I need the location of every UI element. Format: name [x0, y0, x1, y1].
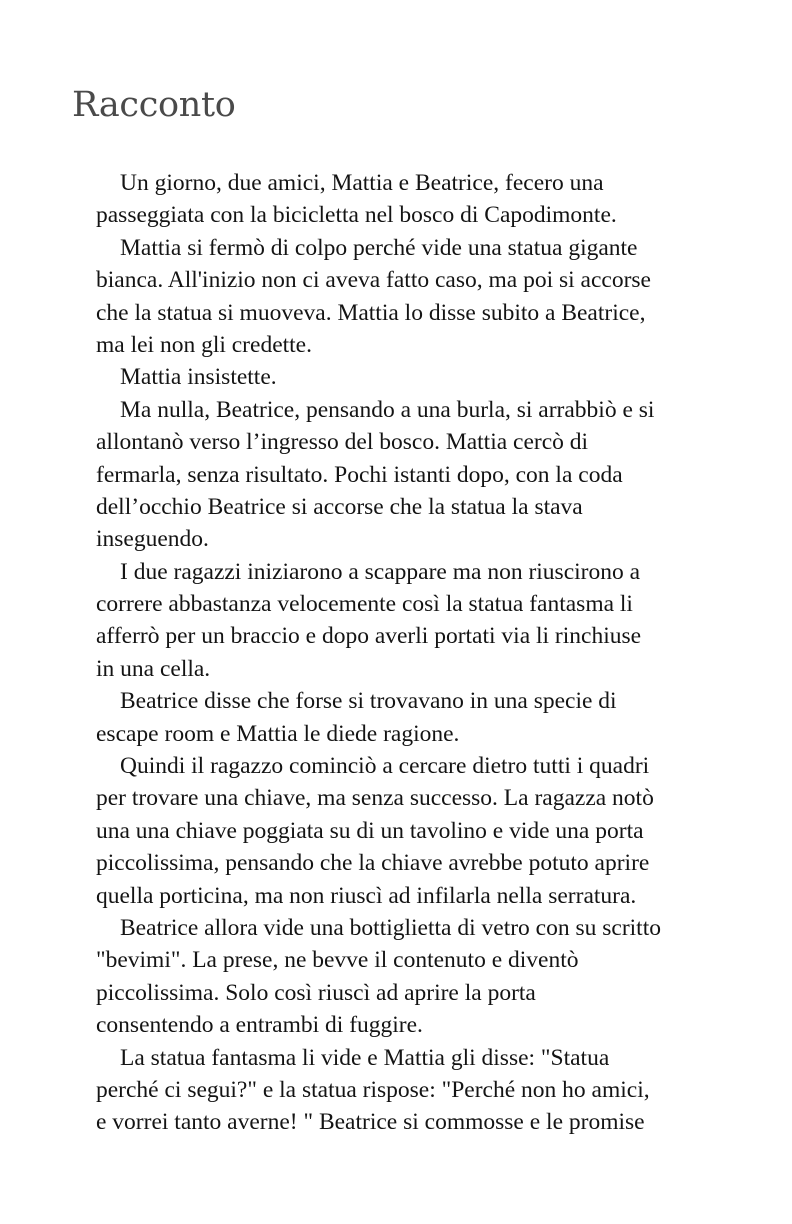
story-body — [72, 167, 724, 1139]
text-line: piccolissima, pensando che la chiave avrebbe potuto aprire — [96, 850, 650, 877]
text-line: correre abbastanza velocemente così la statua fantasma li — [96, 591, 633, 618]
text-line: dell’occhio Beatrice si accorse che la statua la stava — [96, 493, 583, 520]
text-line: fermarla, senza risultato. Pochi istanti dopo, con la coda — [96, 461, 623, 488]
text-line: passeggiata con la bicicletta nel bosco di Capodimonte. — [96, 202, 617, 229]
text-line: "bevimi". La prese, ne bevve il contenuto e diventò — [96, 947, 579, 974]
text-line: in una cella. — [96, 655, 211, 682]
text-line: per trovare una chiave, ma senza successo. La ragazza notò — [96, 785, 654, 812]
text-line: piccolissima. Solo così riuscì ad aprire la porta — [96, 979, 536, 1006]
story-paragraph — [72, 685, 724, 750]
text-line: escape room e Mattia le diede ragione. — [96, 720, 460, 747]
text-line: La statua fantasma li vide e Mattia gli disse: "Statua — [120, 1044, 610, 1071]
text-line: Beatrice disse che forse si trovavano in una specie di — [120, 688, 617, 715]
story-paragraph — [72, 556, 724, 686]
story-paragraph — [72, 1042, 724, 1139]
text-line: Mattia si fermò di colpo perché vide una statua gigante — [120, 234, 638, 261]
text-line: e vorrei tanto averne! " Beatrice si commosse e le promise — [96, 1109, 645, 1136]
text-line: che la statua si muoveva. Mattia lo disse subito a Beatrice, — [96, 299, 646, 326]
text-line: quella porticina, ma non riuscì ad infilarla nella serratura. — [96, 882, 637, 909]
story-paragraph — [72, 232, 724, 362]
story-paragraph — [72, 394, 724, 556]
text-line: consentendo a entrambi di fuggire. — [96, 1012, 423, 1039]
text-line: allontanò verso l’ingresso del bosco. Mattia cercò di — [96, 429, 589, 456]
text-line: una una chiave poggiata su di un tavolino e vide una porta — [96, 817, 644, 844]
text-line: ma lei non gli credette. — [96, 331, 312, 358]
text-line: Quindi il ragazzo cominciò a cercare dietro tutti i quadri — [120, 753, 650, 780]
page-title: Racconto — [72, 85, 236, 125]
story-paragraph — [72, 361, 724, 393]
text-line: Mattia insistette. — [120, 364, 277, 391]
story-paragraph — [72, 912, 724, 1042]
text-line: perché ci segui?" e la statua rispose: "Perché non ho amici, — [96, 1076, 650, 1103]
text-line: Beatrice allora vide una bottiglietta di vetro con su scritto — [120, 914, 661, 941]
text-line: bianca. All'inizio non ci aveva fatto caso, ma poi si accorse — [96, 267, 651, 294]
story-paragraph — [72, 167, 724, 232]
text-line: afferrò per un braccio e dopo averli portati via li rinchiuse — [96, 623, 642, 650]
text-line: inseguendo. — [96, 526, 209, 553]
text-line: Un giorno, due amici, Mattia e Beatrice, fecero una — [120, 170, 604, 196]
text-line: I due ragazzi iniziarono a scappare ma non riuscirono a — [120, 558, 641, 585]
text-line: Ma nulla, Beatrice, pensando a una burla, si arrabbiò e si — [120, 396, 655, 423]
story-paragraph — [72, 750, 724, 912]
